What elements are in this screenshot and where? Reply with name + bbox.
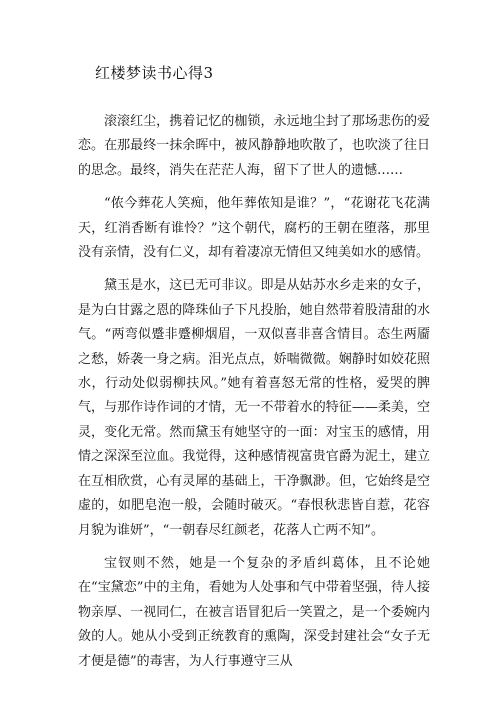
- document-body: [78, 110, 430, 683]
- paragraph-2: “侬今葬花人笑痴，他年葬侬知是谁？”，“花谢花飞花满天，红消香断有谁怜？”这个朝代，腐朽的王朝在堕落，那里没有亲情，没有仁义，却有着凄凉无情但又纯美如水的感情。: [78, 196, 430, 261]
- paragraph-1: 滚滚红尘，携着记忆的枷锁，永远地尘封了那场悲伤的爱恋。在那最终一抹余晖中，被风静静地吹散了，也吹淡了往日的思念。最终，消失在茫茫人海，留下了世人的遗憾……: [78, 114, 430, 178]
- paragraph-4: 宝钗则不然，她是一个复杂的矛盾纠葛体，且不论她在“宝黛恋”中的主角，看她为人处事和气中带着坚强，待人接物亲厚、一视同仁，在被言语冒犯后一笑置之，是一个委婉内敛的人。她从小受到正统教育的熏陶，深受封建社会“女子无才便是德”的毒害，为人行事遵守三从: [78, 555, 430, 669]
- document-title: 红楼梦读书心得3: [95, 64, 214, 82]
- paragraph-3: 黛玉是水，这已无可非议。即是从姑苏水乡走来的女子，是为白甘露之恩的降珠仙子下凡投胎，她自然带着股清甜的水气。“两弯似蹙非蹙柳烟眉，一双似喜非喜含情目。态生两靥之愁，娇袭一身之病。泪光点点，娇喘微微。娴静时如姣花照水，行动处似弱柳扶风。”她有着喜怒无常的性格，爱哭的脾气，与那作诗作词的才情，无一不带着水的特征——柔美，空灵，变化无常。然而黛玉有她坚守的一面：对宝玉的感情，用情之深深至泣血。我觉得，这种感情视富贵官爵为泥土，建立在互相欣赏，心有灵犀的基础上，干净飘渺。但，它始终是空虚的，如肥皂泡一般，会随时破灭。“春恨秋悲皆自惹，花容月貌为谁妍”，“一朝春尽红颜老，花落人亡两不知”。: [78, 278, 430, 538]
